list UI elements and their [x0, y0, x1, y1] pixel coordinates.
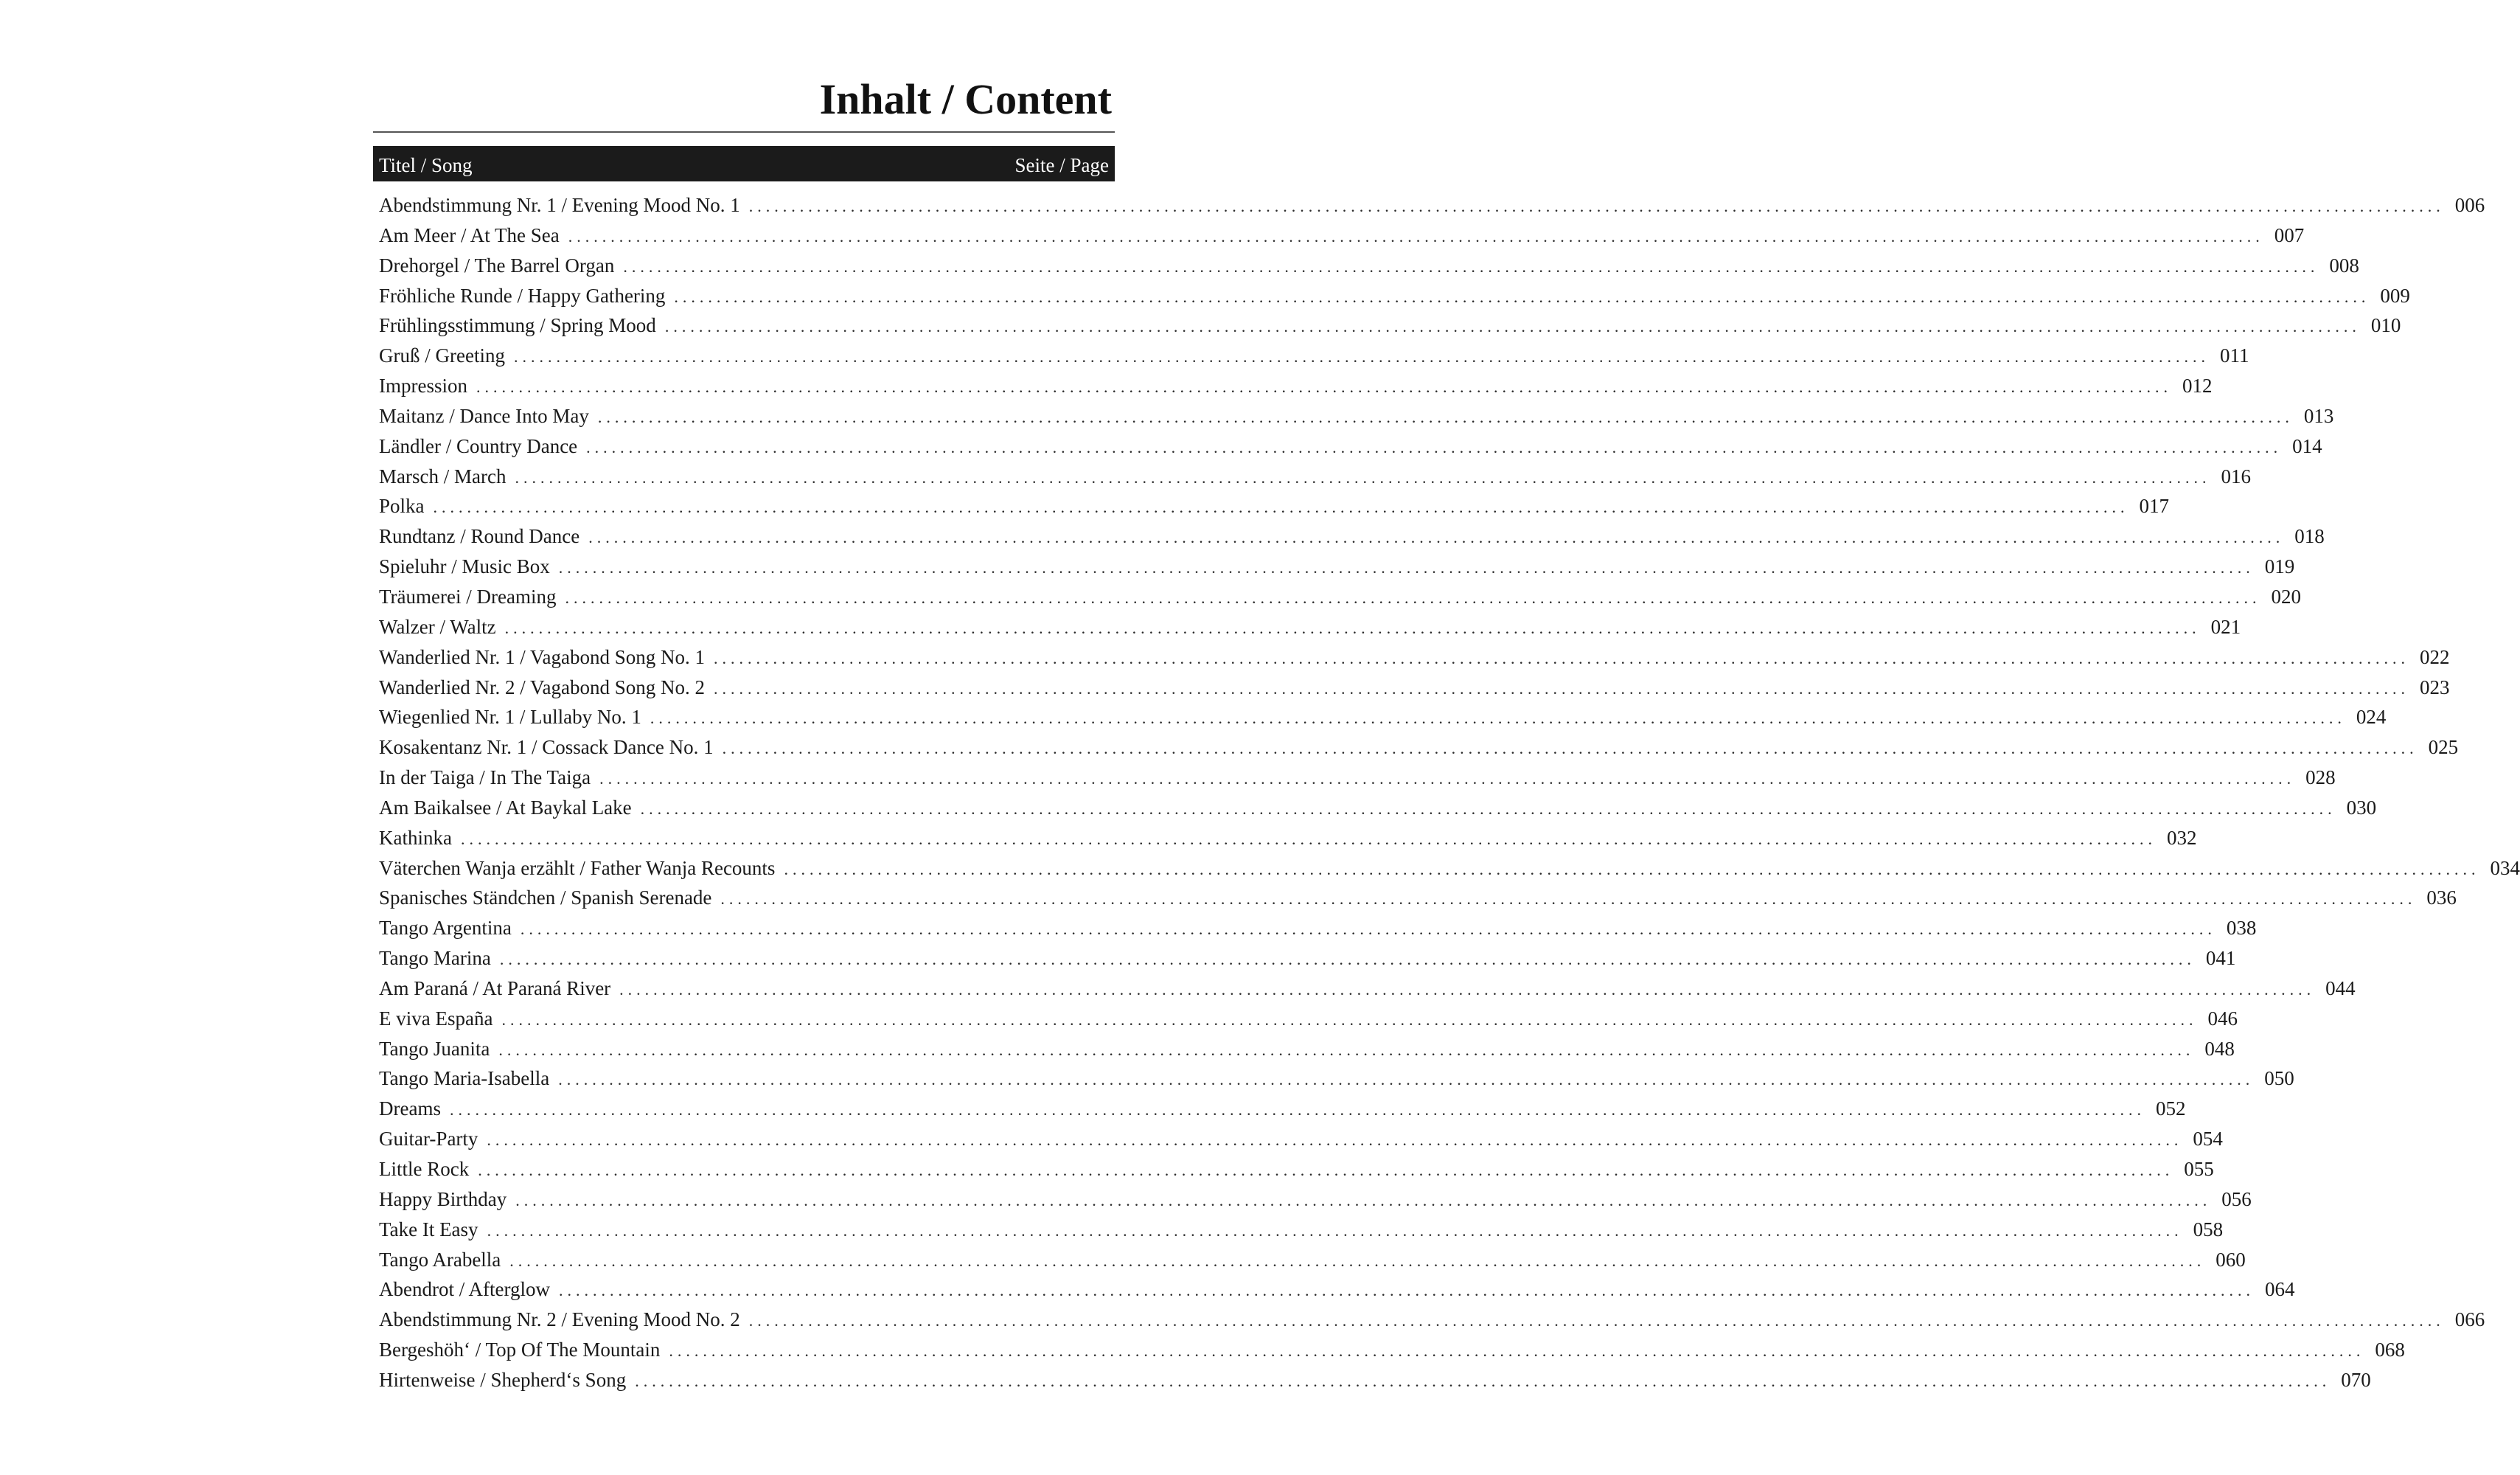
toc-entry-page: 034: [2490, 856, 2520, 879]
toc-entry-title: Polka: [379, 495, 425, 518]
toc-entry-page: 054: [2193, 1128, 2223, 1150]
title-divider: [373, 131, 1115, 133]
toc-entry-title: Marsch / March: [379, 465, 507, 487]
toc-entry-title: Take It Easy: [379, 1218, 478, 1240]
page-title: Inhalt / Content: [819, 75, 1112, 123]
dot-leader: ........................................................................................................................................................................................................: [674, 287, 2370, 306]
toc-entry-page: 055: [2184, 1158, 2214, 1180]
dot-leader: ........................................................................................................................................................................................................: [433, 498, 2129, 517]
toc-entry-title: Tango Argentina: [379, 917, 512, 940]
toc-entry-title: In der Taiga / In The Taiga: [379, 766, 591, 789]
dot-leader: ........................................................................................................................................................................................................: [714, 648, 2410, 667]
toc-entry-title: Wiegenlied Nr. 1 / Lullaby No. 1: [379, 706, 641, 729]
toc-entry-page: 019: [2264, 555, 2295, 578]
toc-entry-page: 058: [2193, 1218, 2224, 1240]
toc-entry-page: 007: [2274, 223, 2305, 246]
dot-leader: ........................................................................................................................................................................................................: [640, 799, 2336, 818]
dot-leader: ........................................................................................................................................................................................................: [520, 920, 2216, 939]
dot-leader: ........................................................................................................................................................................................................: [476, 378, 2172, 397]
toc-entry: [373, 1034, 2235, 1064]
toc-entry-page: 041: [2205, 947, 2236, 970]
toc-entry: [373, 1154, 2214, 1184]
contents-page: [373, 74, 2520, 1395]
toc-entry: [373, 582, 2301, 612]
toc-entry-page: 010: [2370, 314, 2401, 337]
toc-entry: [373, 974, 2356, 1004]
dot-leader: ........................................................................................................................................................................................................: [558, 1070, 2255, 1089]
dot-leader: ........................................................................................................................................................................................................: [599, 769, 2296, 788]
toc-entry-page: 014: [2292, 434, 2322, 457]
toc-entry-page: 052: [2155, 1097, 2186, 1120]
toc-entry-page: 056: [2221, 1187, 2252, 1210]
dot-leader: ........................................................................................................................................................................................................: [664, 317, 2361, 336]
toc-entry-page: 018: [2294, 525, 2325, 548]
toc-entry-page: 068: [2375, 1339, 2405, 1361]
dot-leader: ........................................................................................................................................................................................................: [498, 1040, 2195, 1059]
toc-entry-page: 036: [2426, 886, 2457, 909]
toc-entry-title: Spanisches Ständchen / Spanish Serenade: [379, 886, 712, 909]
toc-entry: [373, 642, 2450, 673]
toc-entry-title: Walzer / Waltz: [379, 615, 496, 638]
dot-leader: ........................................................................................................................................................................................................: [449, 1100, 2145, 1120]
toc-entry: [373, 190, 2485, 221]
dot-leader: ........................................................................................................................................................................................................: [487, 1131, 2183, 1150]
toc-entry: [373, 732, 2459, 763]
toc-entry-title: Am Meer / At The Sea: [379, 223, 560, 246]
toc-entry: [373, 702, 2387, 732]
dot-leader: ........................................................................................................................................................................................................: [784, 859, 2480, 878]
dot-leader: ........................................................................................................................................................................................................: [635, 1371, 2331, 1390]
toc-entry: [373, 310, 2401, 341]
toc-entry: [373, 1184, 2252, 1215]
toc-entry-page: 048: [2204, 1037, 2235, 1060]
toc-entry: [373, 1004, 2238, 1034]
toc-entry: [373, 521, 2325, 552]
toc-entry-title: Guitar-Party: [379, 1128, 478, 1150]
toc-entry-title: Tango Juanita: [379, 1037, 490, 1060]
toc-entry-page: 025: [2428, 736, 2459, 759]
toc-entry: [373, 341, 2249, 371]
toc-entry-title: Am Baikalsee / At Baykal Lake: [379, 796, 632, 819]
toc-entry-page: 022: [2420, 645, 2450, 668]
dot-leader: ........................................................................................................................................................................................................: [748, 197, 2445, 215]
toc-entry-title: Am Paraná / At Paraná River: [379, 976, 611, 999]
toc-entry: [373, 431, 2322, 462]
toc-entry-page: 023: [2420, 676, 2450, 698]
toc-entry-title: Tango Marina: [379, 947, 491, 970]
toc-entry-title: Tango Arabella: [379, 1248, 501, 1271]
toc-entry-title: Wanderlied Nr. 1 / Vagabond Song No. 1: [379, 645, 706, 668]
toc-entry: [373, 371, 2213, 401]
column-header-title: Titel / Song: [379, 154, 473, 176]
toc-entry: [373, 853, 2520, 884]
toc-entry-title: Kosakentanz Nr. 1 / Cossack Dance No. 1: [379, 736, 714, 759]
toc-entry-page: 028: [2305, 766, 2336, 789]
toc-entry: [373, 1245, 2246, 1275]
toc-entry-page: 017: [2139, 495, 2170, 518]
dot-leader: ........................................................................................................................................................................................................: [619, 979, 2316, 999]
toc-entry-title: E viva España: [379, 1007, 493, 1030]
toc-entry-title: Maitanz / Dance Into May: [379, 404, 589, 427]
toc-entry-page: 046: [2207, 1007, 2238, 1030]
dot-leader: ........................................................................................................................................................................................................: [487, 1221, 2183, 1240]
toc-entry: [373, 1365, 2371, 1395]
dot-leader: ........................................................................................................................................................................................................: [501, 1010, 2198, 1029]
dot-leader: ........................................................................................................................................................................................................: [623, 257, 2319, 276]
dot-leader: ........................................................................................................................................................................................................: [558, 558, 2255, 577]
toc-entry-page: 013: [2303, 404, 2334, 427]
dot-leader: ........................................................................................................................................................................................................: [513, 347, 2210, 367]
toc-entry: [373, 552, 2295, 582]
toc-entry: [373, 491, 2170, 521]
toc-entry-page: 066: [2454, 1308, 2485, 1331]
dot-leader: ........................................................................................................................................................................................................: [588, 528, 2285, 547]
dot-leader: ........................................................................................................................................................................................................: [515, 1190, 2212, 1210]
toc-entry-page: 011: [2219, 344, 2249, 367]
toc-entry-page: 038: [2226, 917, 2257, 940]
toc-entry-title: Kathinka: [379, 826, 452, 849]
toc-entry-page: 030: [2346, 796, 2377, 819]
toc-entry: [373, 1094, 2186, 1124]
toc-entry-title: Drehorgel / The Barrel Organ: [379, 254, 615, 277]
toc-entry: [373, 913, 2257, 943]
toc-entry-title: Ländler / Country Dance: [379, 434, 578, 457]
toc-entry: [373, 883, 2457, 913]
dot-leader: ........................................................................................................................................................................................................: [509, 1251, 2206, 1270]
toc-entry-page: 060: [2216, 1248, 2246, 1271]
dot-leader: ........................................................................................................................................................................................................: [515, 468, 2211, 487]
toc-entry-page: 024: [2356, 706, 2387, 729]
dot-leader: ........................................................................................................................................................................................................: [722, 739, 2418, 758]
toc-entry: [373, 763, 2336, 793]
toc-entry: [373, 221, 2305, 251]
dot-leader: ........................................................................................................................................................................................................: [565, 588, 2261, 607]
toc-entry-page: 044: [2325, 976, 2356, 999]
toc-entry-page: 012: [2182, 375, 2213, 398]
table-header: [373, 146, 1115, 181]
toc-list: [373, 190, 2520, 1395]
dot-leader: ........................................................................................................................................................................................................: [499, 950, 2196, 969]
toc-entry: [373, 1124, 2223, 1154]
toc-entry-page: 006: [2454, 194, 2485, 216]
toc-entry-page: 064: [2264, 1278, 2295, 1301]
toc-entry-title: Spieluhr / Music Box: [379, 555, 550, 578]
toc-entry: [373, 281, 2410, 311]
dot-leader: ........................................................................................................................................................................................................: [586, 437, 2283, 457]
toc-entry-title: Little Rock: [379, 1158, 470, 1180]
toc-entry-title: Wanderlied Nr. 2 / Vagabond Song No. 2: [379, 676, 706, 698]
toc-entry: [373, 612, 2241, 642]
column-header-page: Seite / Page: [1014, 154, 1109, 176]
dot-leader: ........................................................................................................................................................................................................: [460, 829, 2157, 848]
toc-entry: [373, 943, 2236, 974]
toc-entry-page: 016: [2221, 465, 2251, 487]
toc-entry-page: 009: [2380, 284, 2410, 307]
toc-entry-title: Rundtanz / Round Dance: [379, 525, 580, 548]
dot-leader: ........................................................................................................................................................................................................: [504, 618, 2201, 637]
toc-entry-title: Gruß / Greeting: [379, 344, 505, 367]
toc-entry: [373, 1274, 2295, 1305]
toc-entry: [373, 673, 2450, 703]
toc-entry-title: Fröhliche Runde / Happy Gathering: [379, 284, 666, 307]
toc-entry-title: Väterchen Wanja erzählt / Father Wanja Recounts: [379, 856, 776, 879]
toc-entry-page: 020: [2271, 585, 2301, 608]
toc-entry-page: 021: [2210, 615, 2241, 638]
toc-entry-title: Tango Maria-Isabella: [379, 1067, 550, 1090]
dot-leader: ........................................................................................................................................................................................................: [714, 678, 2410, 698]
toc-entry-title: Frühlingsstimmung / Spring Mood: [379, 314, 656, 337]
dot-leader: ........................................................................................................................................................................................................: [720, 889, 2417, 909]
dot-leader: ........................................................................................................................................................................................................: [650, 709, 2346, 728]
dot-leader: ........................................................................................................................................................................................................: [669, 1342, 2365, 1361]
dot-leader: ........................................................................................................................................................................................................: [568, 226, 2264, 246]
dot-leader: ........................................................................................................................................................................................................: [558, 1281, 2255, 1300]
toc-entry: [373, 462, 2251, 492]
toc-entry-title: Abendstimmung Nr. 1 / Evening Mood No. 1: [379, 194, 740, 216]
toc-entry-page: 008: [2329, 254, 2359, 277]
toc-entry-title: Bergeshöh‘ / Top Of The Mountain: [379, 1339, 661, 1361]
toc-entry-title: Impression: [379, 375, 467, 398]
toc-entry: [373, 1215, 2224, 1245]
toc-entry: [373, 793, 2377, 823]
toc-entry-title: Hirtenweise / Shepherd‘s Song: [379, 1368, 627, 1391]
toc-entry-page: 032: [2166, 826, 2197, 849]
toc-entry-title: Abendstimmung Nr. 2 / Evening Mood No. 2: [379, 1308, 740, 1331]
toc-entry: [373, 401, 2334, 431]
toc-entry: [373, 251, 2359, 281]
toc-entry-title: Happy Birthday: [379, 1187, 507, 1210]
toc-entry: [373, 1305, 2485, 1335]
toc-entry: [373, 823, 2197, 853]
toc-entry-page: 050: [2264, 1067, 2294, 1090]
toc-entry-title: Dreams: [379, 1097, 441, 1120]
dot-leader: ........................................................................................................................................................................................................: [478, 1161, 2174, 1179]
toc-entry: [373, 1335, 2405, 1365]
toc-entry-title: Abendrot / Afterglow: [379, 1278, 550, 1301]
toc-entry: [373, 1063, 2294, 1094]
dot-leader: ........................................................................................................................................................................................................: [748, 1311, 2445, 1330]
toc-entry-page: 070: [2341, 1368, 2371, 1391]
toc-entry-title: Träumerei / Dreaming: [379, 585, 557, 608]
dot-leader: ........................................................................................................................................................................................................: [597, 407, 2294, 426]
